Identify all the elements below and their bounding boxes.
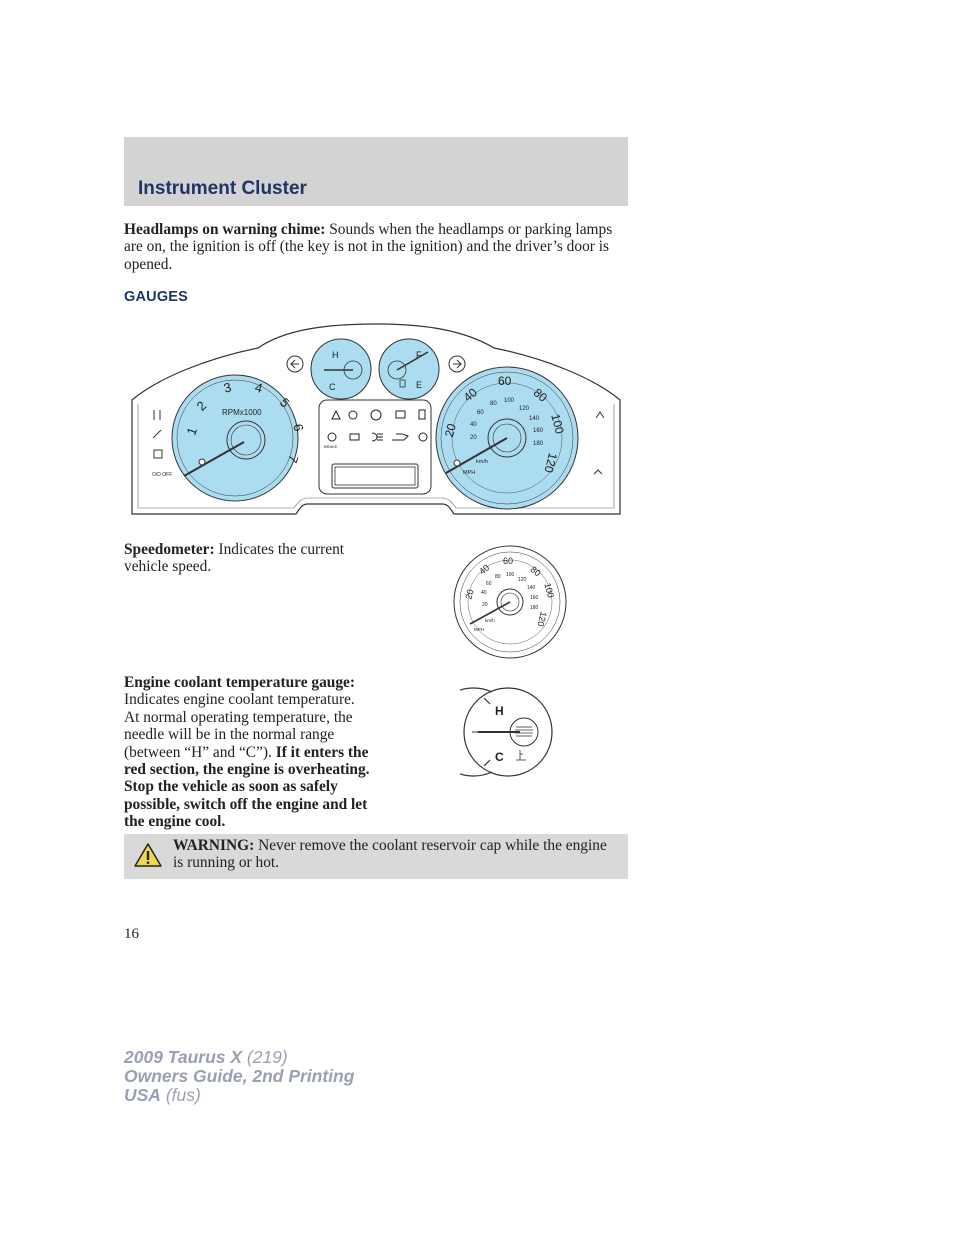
coolant-c-label: C bbox=[495, 750, 504, 764]
kmh-number: 40 bbox=[470, 422, 477, 428]
page-title: Instrument Cluster bbox=[138, 178, 307, 199]
gauges-heading: GAUGES bbox=[124, 289, 189, 305]
coolant-warning-bold: If it enters the red section, the engine is overheating. Stop the vehicle as soon as safely possible, switch off the engine and let the engine cool. bbox=[124, 743, 370, 831]
kmh-number: 60 bbox=[477, 410, 484, 416]
footer-market: USA bbox=[124, 1085, 161, 1105]
tach-number: 6 bbox=[290, 422, 307, 433]
brake-text: BRAKE bbox=[324, 444, 338, 449]
headlamps-text: Sounds when the headlamps or parking lamps are on, the ignition is off (the key is not in the ignition) and the driver’s door is opened. bbox=[124, 221, 613, 273]
mph-number: 120 bbox=[541, 451, 561, 475]
mph-number: 40 bbox=[477, 562, 492, 577]
mph-number: 80 bbox=[530, 385, 550, 405]
tach-number: 5 bbox=[276, 394, 293, 411]
coolant-h-label: H bbox=[332, 350, 339, 360]
kmh-number: 160 bbox=[530, 595, 539, 601]
tach-label: RPMx1000 bbox=[222, 408, 262, 417]
kmh-number: 120 bbox=[518, 577, 527, 583]
kmh-number: 40 bbox=[481, 590, 487, 596]
mph-number: 100 bbox=[542, 581, 556, 599]
page-number: 16 bbox=[124, 926, 139, 942]
footer-line-2 bbox=[124, 1067, 354, 1086]
kmh-number: 140 bbox=[527, 585, 536, 591]
kmh-number: 100 bbox=[506, 572, 515, 578]
footer-edition: Owners Guide, 2nd Printing bbox=[124, 1066, 355, 1086]
tach-number: 1 bbox=[183, 425, 201, 438]
coolant-label: Engine coolant temperature gauge: bbox=[124, 674, 355, 691]
tach-number: 4 bbox=[253, 379, 265, 396]
warning-text bbox=[173, 838, 613, 871]
footer-model: 2009 Taurus X bbox=[124, 1047, 243, 1067]
cluster-coolant-gauge bbox=[311, 339, 371, 399]
tach-number: 3 bbox=[222, 379, 233, 396]
kmh-number: 160 bbox=[533, 428, 544, 434]
kmh-unit-label: km/h bbox=[485, 618, 495, 623]
mph-number: 100 bbox=[548, 412, 567, 436]
kmh-number: 180 bbox=[530, 605, 539, 611]
warning-body: Never remove the coolant reservoir cap while the engine is running or hot. bbox=[173, 837, 607, 871]
speedometer-paragraph bbox=[124, 541, 354, 576]
speedometer-figure bbox=[452, 544, 568, 660]
footer-model-code: (219) bbox=[242, 1047, 288, 1067]
mph-number: 120 bbox=[535, 610, 549, 628]
cluster-fuel-gauge bbox=[379, 339, 439, 399]
kmh-number: 120 bbox=[519, 406, 530, 412]
kmh-unit-label: km/h bbox=[476, 459, 488, 465]
coolant-text: Indicates engine coolant temperature. At normal operating temperature, the needle will be in the normal range (between “H” and “C”). bbox=[124, 691, 355, 761]
kmh-number: 180 bbox=[533, 441, 544, 447]
instrument-cluster-figure bbox=[124, 318, 628, 522]
mph-unit-label: MPH bbox=[474, 627, 484, 632]
fuel-f-label: F bbox=[416, 350, 422, 360]
mph-number: 40 bbox=[460, 385, 480, 405]
speedometer-text: Indicates the current vehicle speed. bbox=[124, 541, 345, 576]
kmh-number: 60 bbox=[486, 581, 492, 587]
kmh-number: 80 bbox=[495, 574, 501, 580]
coolant-c-label: C bbox=[329, 382, 336, 392]
headlamps-paragraph bbox=[124, 221, 628, 273]
fuel-e-label: E bbox=[416, 380, 423, 390]
right-turn-icon bbox=[449, 356, 465, 372]
footer-line-3 bbox=[124, 1086, 354, 1105]
footer-line-1 bbox=[124, 1048, 354, 1067]
footer-market-code: (fus) bbox=[160, 1085, 201, 1105]
coolant-h-label: H bbox=[495, 704, 504, 718]
kmh-number: 20 bbox=[470, 435, 477, 441]
tach-number: 7 bbox=[284, 453, 302, 466]
footer bbox=[124, 1048, 354, 1105]
kmh-number: 20 bbox=[482, 602, 488, 608]
left-turn-icon bbox=[287, 356, 303, 372]
coolant-gauge-figure bbox=[460, 686, 556, 778]
warning-label: WARNING: bbox=[173, 837, 255, 854]
header-band bbox=[124, 137, 628, 206]
mph-unit-label: MPH bbox=[463, 470, 476, 476]
kmh-number: 80 bbox=[490, 401, 497, 407]
kmh-number: 100 bbox=[504, 398, 515, 404]
mph-number: 20 bbox=[463, 588, 476, 601]
warning-box bbox=[124, 834, 628, 879]
cluster-speedometer bbox=[436, 367, 578, 509]
od-off-label: O/D OFF bbox=[152, 472, 173, 478]
mph-number: 60 bbox=[498, 374, 512, 388]
tach-number: 2 bbox=[193, 398, 210, 414]
headlamps-label: Headlamps on warning chime: bbox=[124, 221, 326, 238]
warning-triangle-icon bbox=[134, 842, 162, 868]
mph-number: 80 bbox=[528, 564, 543, 579]
mph-number: 20 bbox=[441, 422, 459, 439]
thermometer-icon bbox=[516, 750, 526, 760]
mph-number: 60 bbox=[503, 556, 514, 566]
kmh-number: 140 bbox=[529, 416, 540, 422]
speedometer-label: Speedometer: bbox=[124, 541, 215, 558]
